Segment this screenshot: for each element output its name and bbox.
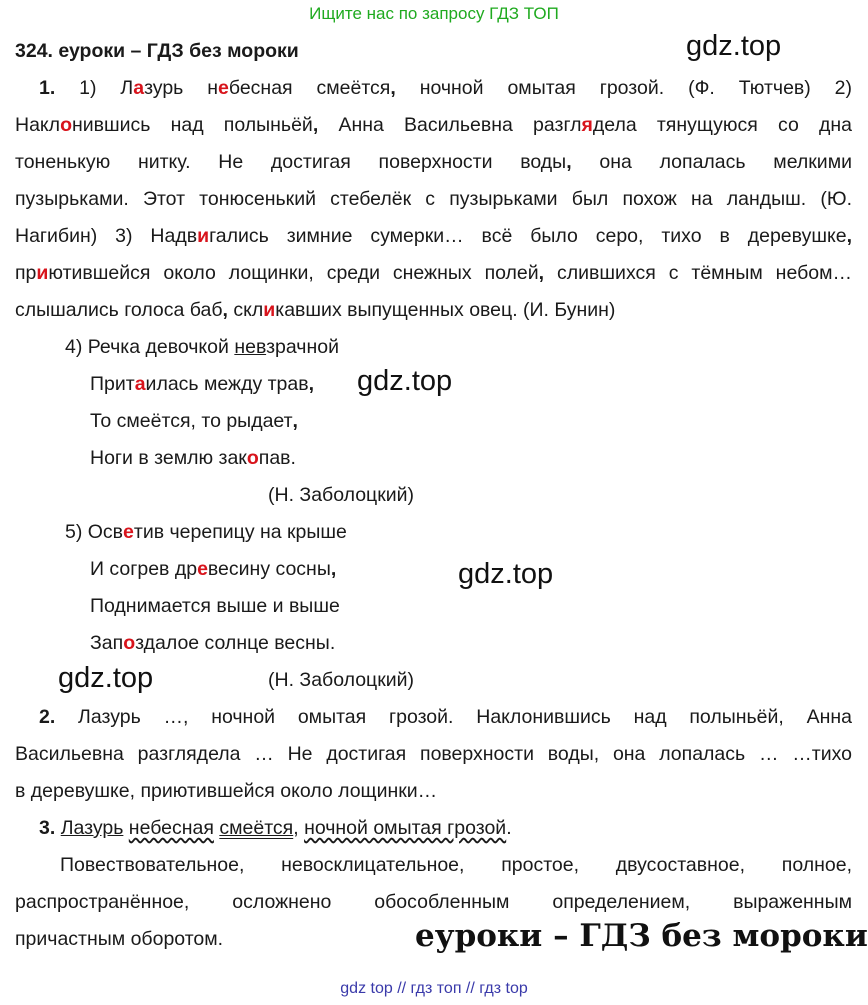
task1-line-5: Нагибин) 3) Надвигались зимние сумерки… всё было серо, тихо в деревушке, bbox=[15, 225, 852, 247]
poem5-author: (Н. Заболоцкий) bbox=[268, 669, 415, 691]
poem5-line-1: 5) Осветив черепицу на крыше bbox=[65, 521, 347, 543]
attribute: небесная bbox=[128, 817, 214, 839]
subject: Лазурь bbox=[60, 817, 124, 839]
task3-number: 3. bbox=[39, 817, 56, 839]
task1-line-3: тоненькую нитку. Не достигая поверхности воды, она лопалась мелкими bbox=[15, 151, 852, 173]
poem4-line-4: Ноги в землю закопав. bbox=[90, 447, 296, 469]
watermark: gdz.top bbox=[458, 558, 554, 590]
task2-line-3: в деревушке, приютившейся около лощинки… bbox=[15, 780, 438, 802]
poem4-line-1: 4) Речка девочкой невзрачной bbox=[65, 336, 339, 358]
task1-line-2: Наклонившись над полыньёй, Анна Васильевна разглядела тянущуюся со дна bbox=[15, 114, 852, 136]
watermark: gdz.top bbox=[357, 365, 453, 397]
task3-sentence: 3. Лазурь небесная смеётся, ночной омытая грозой. bbox=[39, 817, 512, 839]
task3-desc-2: распространённое, осложнено обособленным определением, выраженным bbox=[15, 891, 852, 913]
top-banner: Ищите нас по запросу ГДЗ ТОП bbox=[309, 4, 559, 23]
watermark: gdz.top bbox=[686, 30, 782, 62]
task2-line-2: Васильевна разглядела … Не достигая поверхности воды, она лопалась … …тихо bbox=[15, 743, 852, 765]
poem5-line-2: И согрев древесину сосны, bbox=[90, 558, 337, 580]
poem4-author: (Н. Заболоцкий) bbox=[268, 484, 415, 506]
footer-links[interactable]: gdz top // гдз топ // гдз top bbox=[340, 980, 528, 997]
task1-line-1: 1. 1) Лазурь небесная смеётся, ночной омытая грозой. (Ф. Тютчев) 2) bbox=[39, 77, 853, 99]
participial-phrase: ночной омытая грозой bbox=[304, 817, 507, 839]
task1-line-7: слышались голоса баб, скликавших выпущенных овец. (И. Бунин) bbox=[15, 299, 616, 321]
poem4-line-2: Притаилась между трав, bbox=[90, 373, 315, 395]
task-title: 324. еуроки – ГДЗ без мороки bbox=[15, 40, 299, 62]
task3-desc-1: Повествовательное, невосклицательное, простое, двусоставное, полное, bbox=[60, 854, 852, 876]
poem5-line-3: Поднимается выше и выше bbox=[90, 595, 340, 617]
task2-number: 2. bbox=[39, 706, 56, 728]
task2-line-1: 2. Лазурь …, ночной омытая грозой. Наклонившись над полыньёй, Анна bbox=[39, 706, 852, 728]
poem5-line-4: Запоздалое солнце весны. bbox=[90, 632, 336, 654]
poem4-line-3: То смеётся, то рыдает, bbox=[90, 410, 298, 432]
predicate: смеётся bbox=[219, 817, 294, 839]
task1-line-4: пузырьками. Этот тонюсенький стебелёк с пузырьками был похож на ландыш. (Ю. bbox=[15, 188, 852, 210]
footer-brand: еуроки – ГДЗ без мороки bbox=[415, 918, 868, 954]
watermark: gdz.top bbox=[58, 662, 154, 694]
task1-line-6: приютившейся около лощинки, среди снежных полей, слившихся с тёмным небом… bbox=[15, 262, 853, 284]
task1-number: 1. bbox=[39, 77, 56, 99]
task3-desc-3: причастным оборотом. bbox=[15, 928, 224, 950]
